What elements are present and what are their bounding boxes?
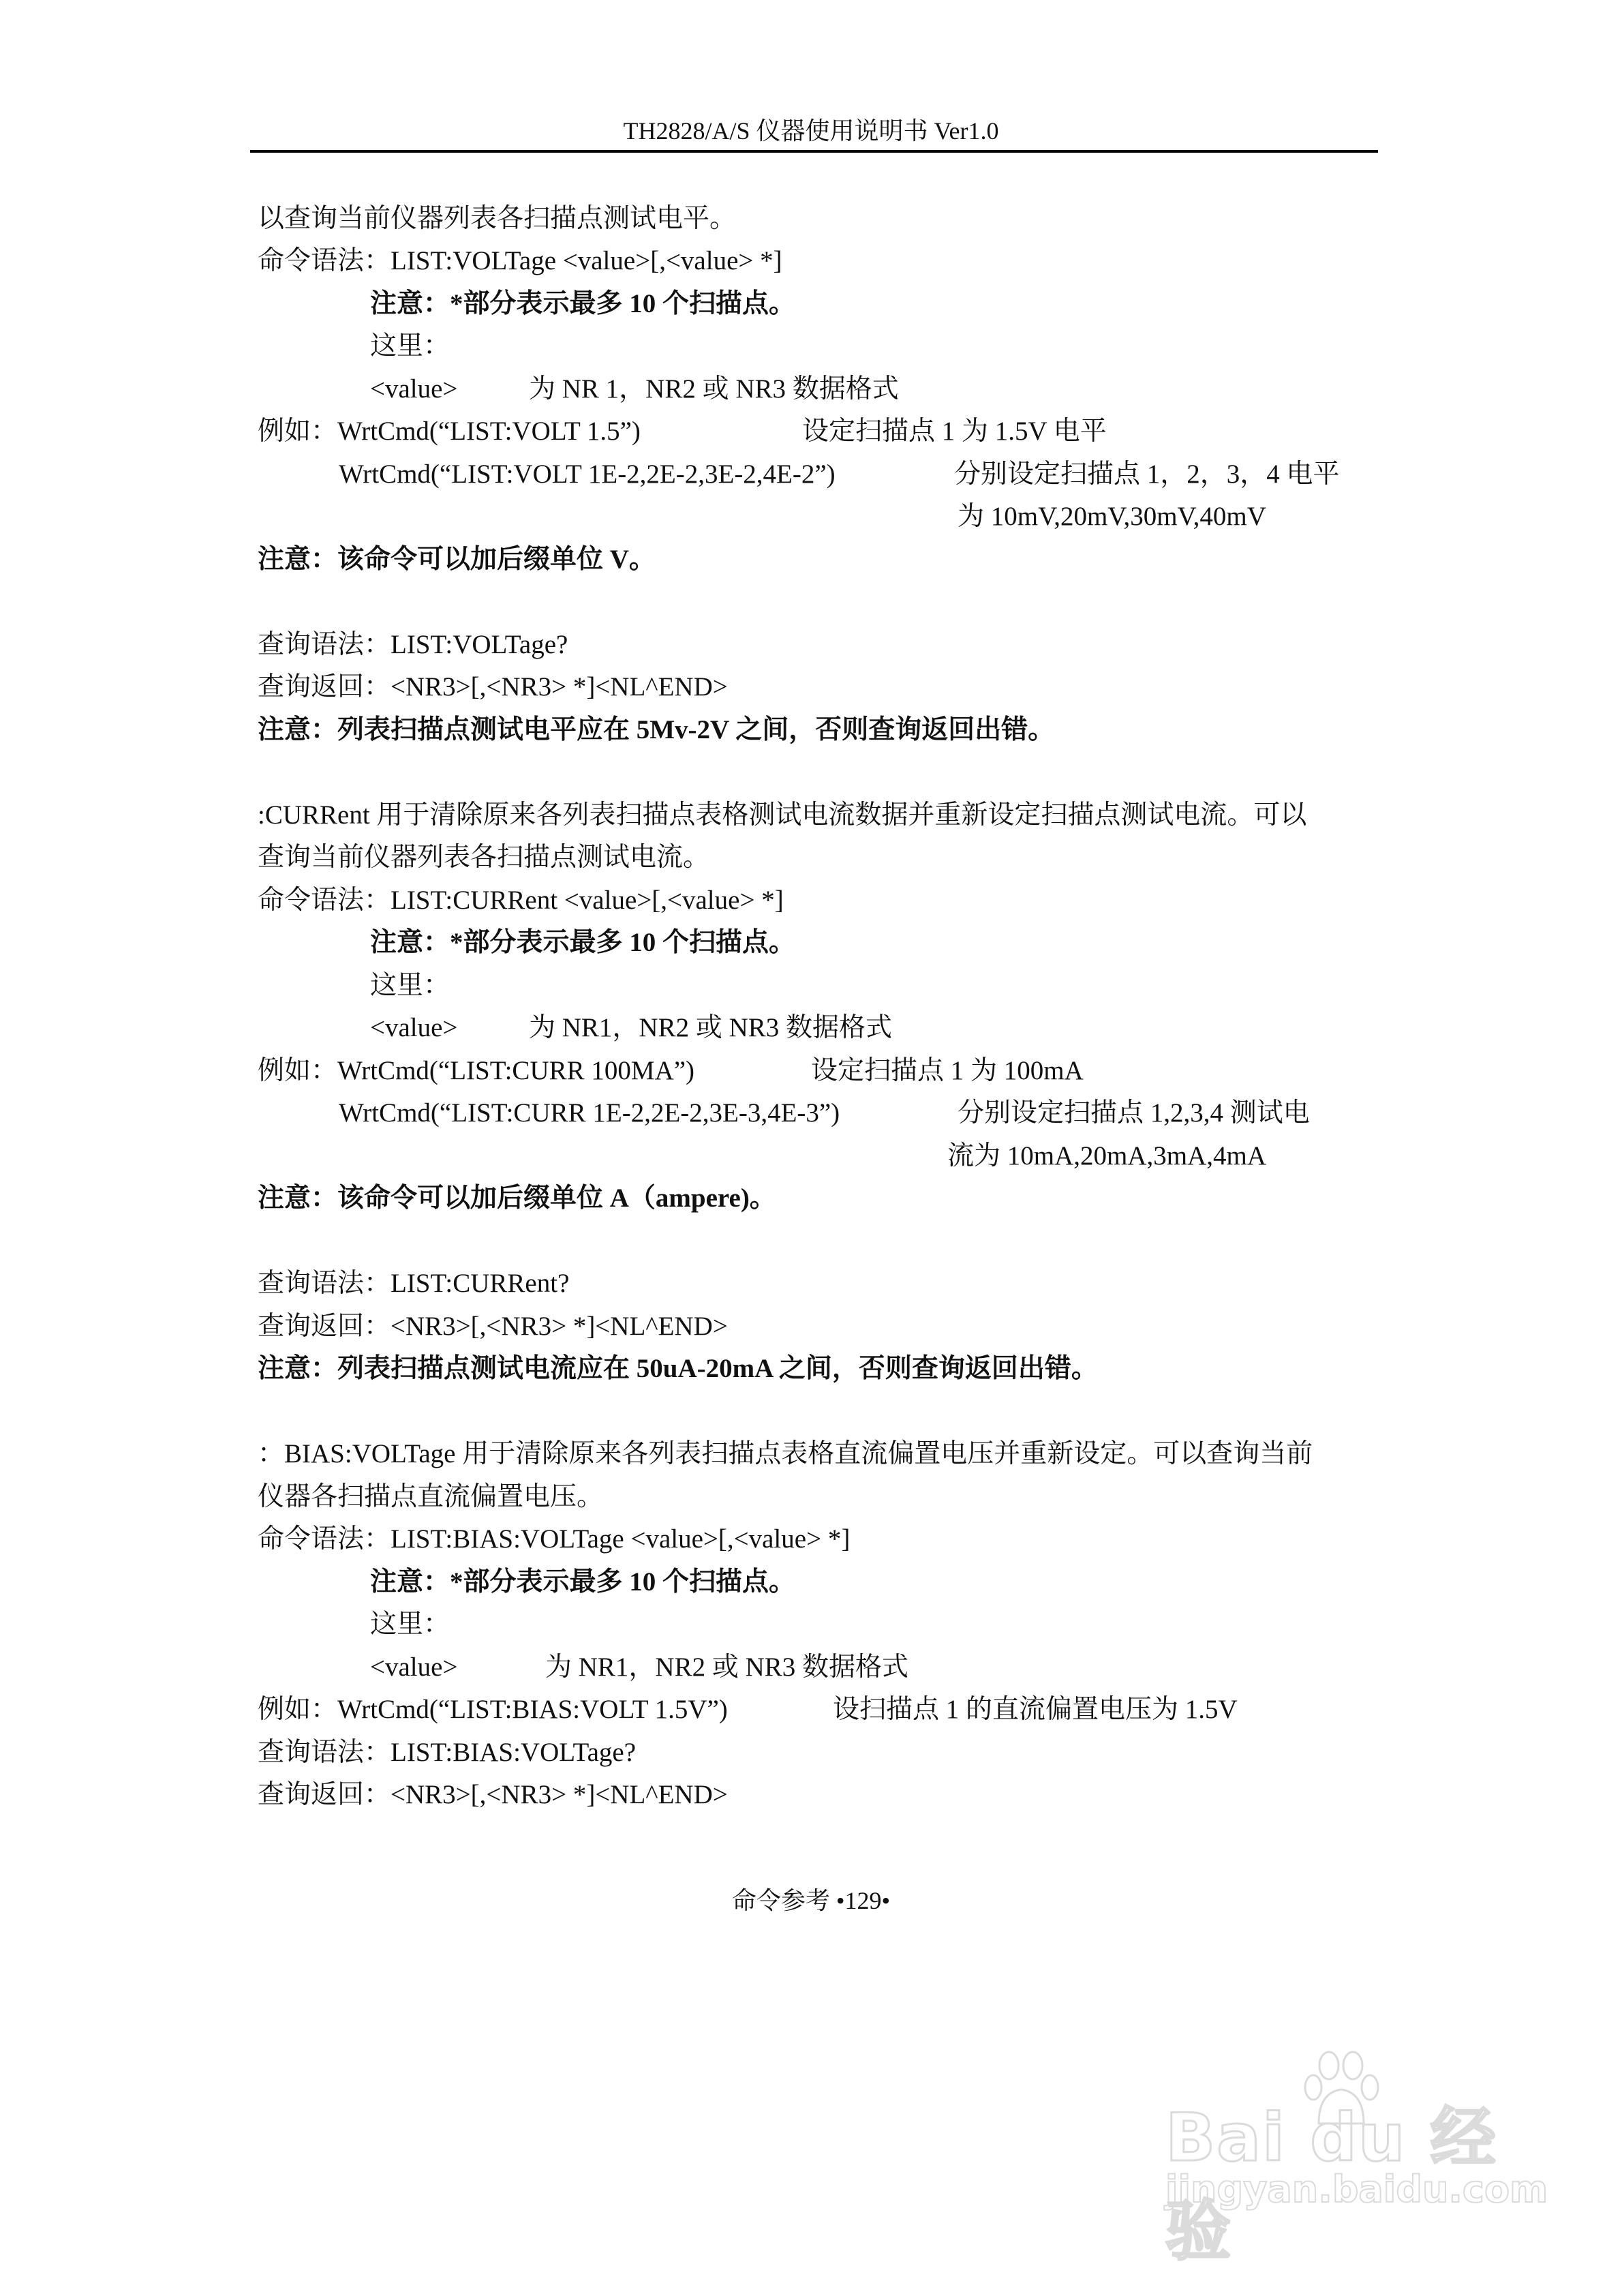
document-header-title: TH2828/A/S 仪器使用说明书 Ver1.0 bbox=[623, 117, 999, 145]
voltage-note-range: 注意：列表扫描点测试电平应在 5Mv-2V 之间，否则查询返回出错。 bbox=[258, 715, 1055, 744]
voltage-example-1-command: 例如：WrtCmd(“LIST:VOLT 1.5”) bbox=[258, 417, 641, 446]
current-where-label: 这里： bbox=[370, 971, 450, 1000]
current-example-1-command: 例如：WrtCmd(“LIST:CURR 100MA”) bbox=[258, 1056, 695, 1085]
bias-example-1-command: 例如：WrtCmd(“LIST:BIAS:VOLT 1.5V”) bbox=[258, 1695, 728, 1724]
current-note-max-points: 注意：*部分表示最多 10 个扫描点。 bbox=[370, 928, 796, 957]
current-note-unit: 注意：该命令可以加后缀单位 A（ampere)。 bbox=[258, 1183, 776, 1213]
bias-query-return: 查询返回：<NR3>[,<NR3> *]<NL^END> bbox=[258, 1780, 728, 1809]
bias-value-desc: 为 NR1，NR2 或 NR3 数据格式 bbox=[545, 1652, 909, 1682]
voltage-note-max-points: 注意：*部分表示最多 10 个扫描点。 bbox=[370, 289, 796, 318]
bias-query-syntax: 查询语法：LIST:BIAS:VOLTage? bbox=[258, 1738, 637, 1767]
current-intro: :CURRent 用于清除原来各列表扫描点表格测试电流数据并重新设定扫描点测试电流。可以 bbox=[258, 800, 1307, 830]
current-query-return: 查询返回：<NR3>[,<NR3> *]<NL^END> bbox=[258, 1312, 728, 1341]
watermark-brand: Bai du 经验 bbox=[1165, 2100, 1497, 2269]
current-value-param: <value> bbox=[370, 1013, 458, 1042]
current-example-2-desc-cont: 流为 10mA,20mA,3mA,4mA bbox=[947, 1141, 1267, 1170]
page-footer: 命令参考 •129• bbox=[731, 1887, 891, 1914]
current-example-2-command: WrtCmd(“LIST:CURR 1E-2,2E-2,3E-3,4E-3”) bbox=[339, 1098, 840, 1128]
current-example-1-desc: 设定扫描点 1 为 100mA bbox=[811, 1056, 1084, 1085]
current-query-syntax: 查询语法：LIST:CURRent? bbox=[258, 1269, 570, 1298]
voltage-where-label: 这里： bbox=[370, 331, 450, 361]
bias-intro-continuation: 仪器各扫描点直流偏置电压。 bbox=[258, 1482, 604, 1511]
current-note-range: 注意：列表扫描点测试电流应在 50uA-20mA 之间，否则查询返回出错。 bbox=[258, 1354, 1098, 1383]
current-command-syntax: 命令语法：LIST:CURRent <value>[,<value> *] bbox=[258, 886, 784, 915]
bias-intro: ：BIAS:VOLTage 用于清除原来各列表扫描点表格直流偏置电压并重新设定。可以查询当前 bbox=[258, 1439, 1313, 1468]
voltage-intro-continuation: 以查询当前仪器列表各扫描点测试电平。 bbox=[258, 204, 737, 233]
watermark-url: jingyan.baidu.com bbox=[1165, 2168, 1548, 2211]
bias-value-param: <value> bbox=[370, 1652, 458, 1682]
voltage-example-2-desc: 分别设定扫描点 1，2，3，4 电平 bbox=[954, 459, 1340, 489]
baidu-jingyan-watermark bbox=[1152, 2045, 1548, 2269]
header-divider bbox=[250, 150, 1378, 153]
voltage-query-return: 查询返回：<NR3>[,<NR3> *]<NL^END> bbox=[258, 672, 728, 701]
voltage-example-2-desc-cont: 为 10mV,20mV,30mV,40mV bbox=[958, 502, 1266, 531]
voltage-value-param: <value> bbox=[370, 374, 458, 404]
voltage-command-syntax: 命令语法：LIST:VOLTage <value>[,<value> *] bbox=[258, 246, 782, 275]
current-intro-continuation: 查询当前仪器列表各扫描点测试电流。 bbox=[258, 843, 710, 872]
bias-example-1-desc: 设扫描点 1 的直流偏置电压为 1.5V bbox=[833, 1695, 1238, 1724]
bias-where-label: 这里： bbox=[370, 1610, 450, 1639]
current-value-desc: 为 NR1，NR2 或 NR3 数据格式 bbox=[529, 1013, 893, 1042]
bias-note-max-points: 注意：*部分表示最多 10 个扫描点。 bbox=[370, 1567, 796, 1597]
voltage-example-1-desc: 设定扫描点 1 为 1.5V 电平 bbox=[802, 417, 1107, 446]
voltage-note-unit: 注意：该命令可以加后缀单位 V。 bbox=[258, 545, 656, 574]
current-example-2-desc: 分别设定扫描点 1,2,3,4 测试电 bbox=[958, 1098, 1310, 1128]
voltage-example-2-command: WrtCmd(“LIST:VOLT 1E-2,2E-2,3E-2,4E-2”) bbox=[339, 459, 836, 489]
voltage-query-syntax: 查询语法：LIST:VOLTage? bbox=[258, 630, 568, 659]
bias-command-syntax: 命令语法：LIST:BIAS:VOLTage <value>[,<value> *] bbox=[258, 1524, 851, 1554]
voltage-value-desc: 为 NR 1，NR2 或 NR3 数据格式 bbox=[529, 374, 899, 404]
